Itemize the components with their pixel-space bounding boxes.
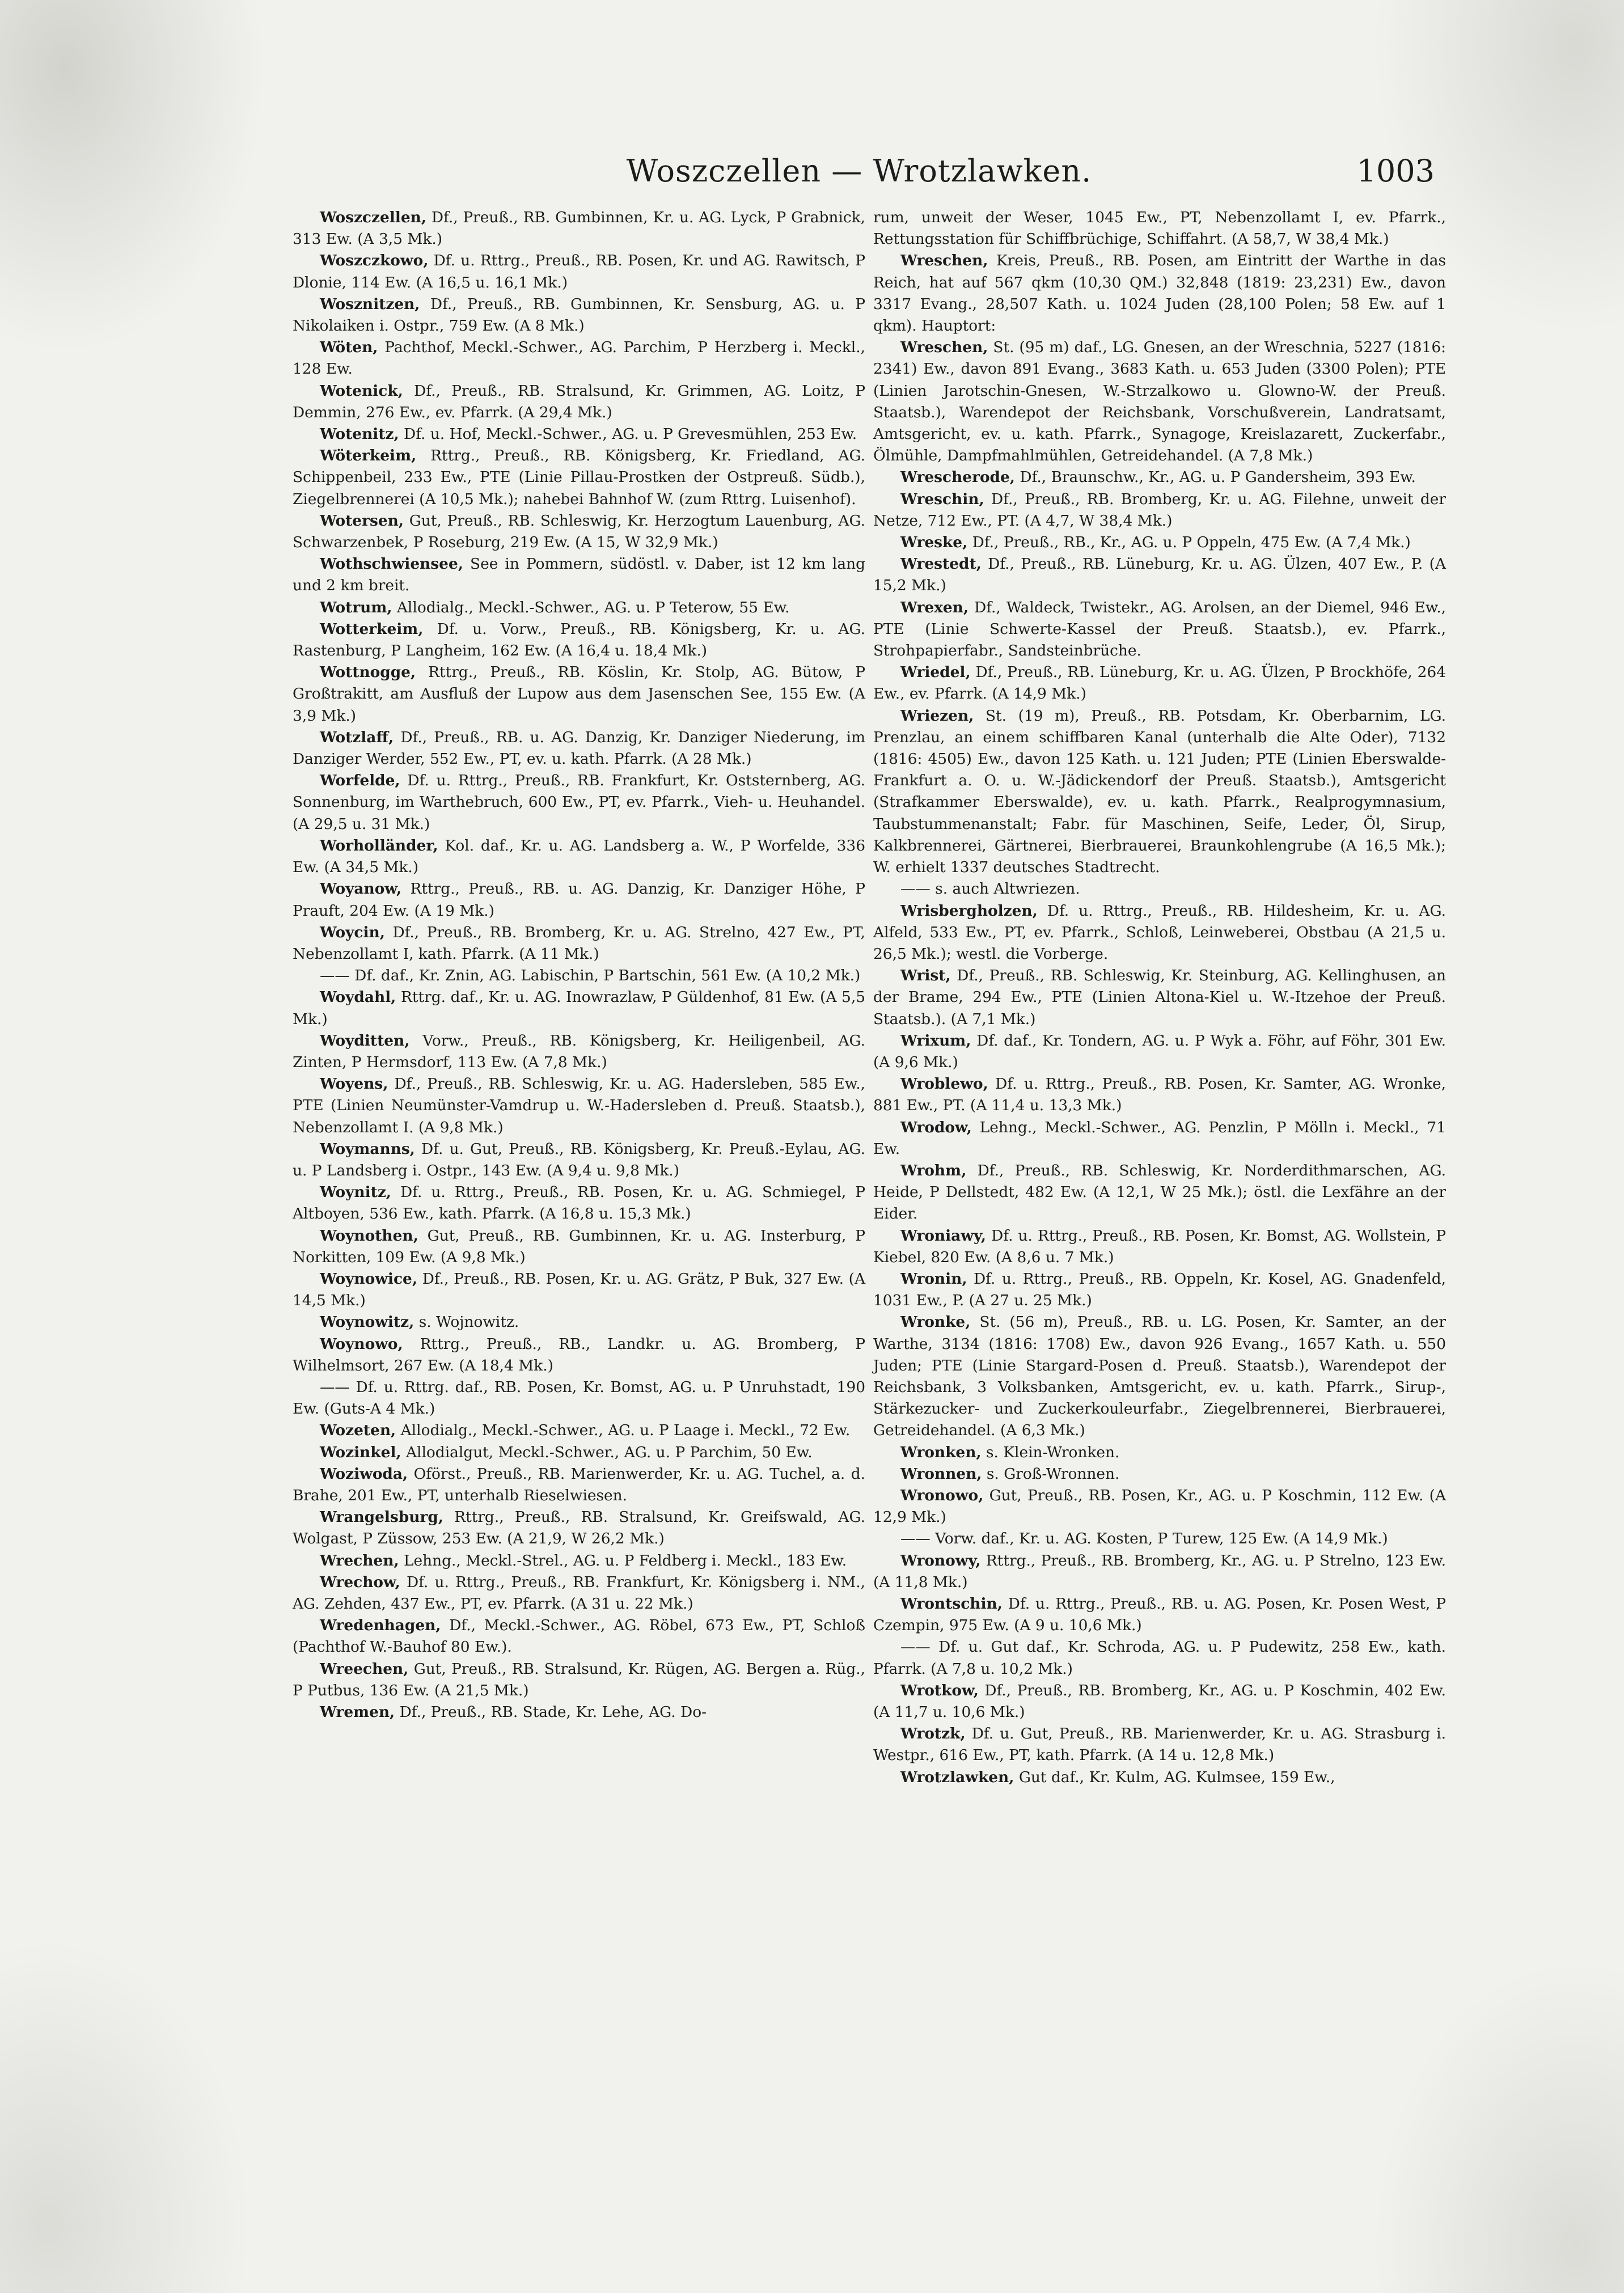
entry-text: Kol. daf., Kr. u. AG. Landsberg a. W., P Worfelde, 336 Ew. (A 34,5 Mk.) xyxy=(293,836,866,877)
dictionary-entry xyxy=(873,965,1446,1030)
dictionary-entry xyxy=(873,900,1446,966)
entry-headword: Wrechow, xyxy=(320,1573,400,1591)
entry-headword: Wrexen, xyxy=(900,598,969,616)
entry-headword: Wrisbergholzen, xyxy=(900,902,1038,920)
entry-text: s. Klein-Wronken. xyxy=(986,1443,1120,1461)
entry-headword: Woynothen, xyxy=(320,1226,418,1245)
entry-text: Df., Preuß., RB. Bromberg, Kr. u. AG. Strelno, 427 Ew., PT, Nebenzollamt I, kath. Pfarrk. (A 11 Mk.) xyxy=(293,923,865,963)
entry-headword: Wrescherode, xyxy=(900,468,1015,486)
entry-text: Df., Preuß., RB. Lüneburg, Kr. u. AG. Ülzen, 407 Ew., P. (A 15,2 Mk.) xyxy=(873,555,1446,595)
dictionary-entry xyxy=(293,1377,865,1420)
dictionary-entry xyxy=(293,1312,865,1333)
dictionary-entry xyxy=(293,1420,865,1441)
entry-text: Df., Preuß., RB. Schleswig, Kr. u. AG. Hadersleben, 585 Ew., PTE (Linien Neumünster-Vamdrup u. W.-Hadersleben d. Preuß. Staatsb.), Nebenzollamt I. (A 9,8 Mk.) xyxy=(293,1075,865,1136)
entry-headword: Wrist, xyxy=(900,967,951,985)
dictionary-entry xyxy=(293,510,865,553)
entry-headword: Wronowy, xyxy=(900,1551,981,1569)
entry-headword: Wronowo, xyxy=(900,1486,984,1504)
dictionary-entry xyxy=(293,835,865,878)
dictionary-entry xyxy=(293,1139,865,1182)
entry-text: rum, unweit der Weser, 1045 Ew., PT, Nebenzollamt I, ev. Pfarrk., Rettungsstation für Schiffbrüchige, Schiffahrt. (A 58,7, W 38,4 Mk.) xyxy=(873,209,1446,248)
dictionary-entry xyxy=(873,1528,1446,1550)
entry-headword: Wotenick, xyxy=(320,382,403,400)
entry-text: Df. u. Gut, Preuß., RB. Königsberg, Kr. Preuß.-Eylau, AG. u. P Landsberg i. Ostpr., 143 Ew. (A 9,4 u. 9,8 Mk.) xyxy=(293,1140,866,1179)
entry-headword: Wothschwiensee, xyxy=(320,555,463,573)
dictionary-entry xyxy=(293,424,865,445)
entry-text: St. (56 m), Preuß., RB. u. LG. Posen, Kr. Samter, an der Warthe, 3134 (1816: 1708) Ew., davon 926 Evang., 1657 Kath. u. 550 Juden; PTE (Linie Stargard-Posen d. Preuß. Staatsb.), Warendepot der Reichsbank, 3 Volksbanken, Amtsgericht, ev. u. kath. Pfarrk., Sirup-, Stärkezucker- und Zuckerkouleurfabr., Ziegelbrennerei, Bierbrauerei, Getreidehandel. (A 6,3 Mk.) xyxy=(873,1313,1447,1440)
entry-text: Df. u. Rttrg., Preuß., RB. Posen, Kr. u. AG. Schmiegel, P Altboyen, 536 Ew., kath. Pfarrk. (A 16,8 u. 15,3 Mk.) xyxy=(293,1183,866,1223)
entry-text: Df. u. Rttrg., Preuß., RB. Frankfurt, Kr. Oststernberg, AG. Sonnenburg, im Warthebruch, 600 Ew., PT, ev. Pfarrk., Vieh- u. Heuhandel. (A 29,5 u. 31 Mk.) xyxy=(293,772,865,833)
entry-text: See in Pommern, südöstl. v. Daber, ist 12 km lang und 2 km breit. xyxy=(293,555,865,595)
entry-headword: Woymanns, xyxy=(320,1140,415,1158)
entry-text: Kreis, Preuß., RB. Posen, am Eintritt der Warthe in das Reich, hat auf 567 qkm (10,30 QM.) 32,848 (1819: 23,231) Ew., davon 3317 Evang., 28,507 Kath. u. 1024 Juden (28,100 Polen; 58 Ew. auf 1 qkm). Hauptort: xyxy=(873,252,1446,335)
entry-headword: Wreske, xyxy=(900,534,968,552)
dictionary-entry xyxy=(873,1550,1446,1593)
entry-headword: Wrotzlawken, xyxy=(900,1768,1014,1786)
dictionary-entry xyxy=(873,207,1446,250)
entry-headword: Woziwoda, xyxy=(320,1465,408,1483)
entry-headword: Woszczkowo, xyxy=(320,252,429,270)
dictionary-entry xyxy=(293,1659,865,1702)
entry-headword: Wriezen, xyxy=(900,706,974,725)
entry-headword: Wotersen, xyxy=(320,511,404,530)
dictionary-entry xyxy=(873,705,1446,879)
dictionary-entry xyxy=(293,1073,865,1139)
entry-headword: Wremen, xyxy=(320,1703,395,1721)
dictionary-entry xyxy=(873,1485,1446,1528)
right-column xyxy=(873,207,1446,1788)
dictionary-entry xyxy=(293,1702,865,1723)
dictionary-entry xyxy=(293,1615,865,1658)
entry-headword: Wrontschin, xyxy=(900,1595,1003,1613)
entry-text: Df., Preuß., RB. Gumbinnen, Kr. u. AG. Lyck, P Grabnick, 313 Ew. (A 3,5 Mk.) xyxy=(293,209,865,248)
dictionary-entry xyxy=(293,380,865,424)
entry-headword: Woyens, xyxy=(320,1075,388,1093)
dictionary-entry xyxy=(293,250,865,293)
left-column xyxy=(293,207,865,1723)
dictionary-entry xyxy=(873,1463,1446,1485)
entry-headword: Wotterkeim, xyxy=(320,620,424,638)
entry-text: Rttrg. daf., Kr. u. AG. Inowrazlaw, P Güldenhof, 81 Ew. (A 5,5 Mk.) xyxy=(293,988,866,1028)
dictionary-entry xyxy=(873,1073,1446,1116)
entry-text: Gut, Preuß., RB. Posen, Kr., AG. u. P Koschmin, 112 Ew. (A 12,9 Mk.) xyxy=(873,1486,1447,1526)
dictionary-entry xyxy=(293,1463,865,1507)
entry-text: Df. u. Rttrg., Preuß., RB. Oppeln, Kr. Kosel, AG. Gnadenfeld, 1031 Ew., P. (A 27 u. 25 Mk.) xyxy=(873,1270,1446,1310)
dictionary-entry xyxy=(873,1680,1446,1723)
entry-headword: Woynowo, xyxy=(320,1335,403,1353)
entry-text: Oförst., Preuß., RB. Marienwerder, Kr. u. AG. Tuchel, a. d. Brahe, 201 Ew., PT, unterhalb Rieselwiesen. xyxy=(293,1465,865,1504)
entry-text: Gut daf., Kr. Kulm, AG. Kulmsee, 159 Ew., xyxy=(1018,1768,1335,1786)
dictionary-entry xyxy=(293,770,865,835)
dictionary-entry xyxy=(873,1225,1446,1268)
dictionary-entry xyxy=(293,1507,865,1550)
entry-text: St. (19 m), Preuß., RB. Potsdam, Kr. Oberbarnim, LG. Prenzlau, an einem schiffbaren Kanal (unterhalb die Alte Oder), 7132 (1816: 4505) Ew., davon 125 Kath. u. 121 Juden; PTE (Linien Eberswalde-Frankfurt a. O. u. W.-Jädickendorf der Preuß. Staatsb.), Amtsgericht (Strafkammer Eberswalde), ev. u. kath. Pfarrk., Realprogymnasium, Taubstummenanstalt; Fabr. für Maschinen, Seife, Leder, Öl, Sirup, Kalkbrennerei, Gärtnerei, Bierbrauerei, Braunkohlengrube (A 16,5 Mk.); W. erhielt 1337 deutsches Stadtrecht. xyxy=(873,706,1446,877)
entry-text: Vorw., Preuß., RB. Königsberg, Kr. Heiligenbeil, AG. Zinten, P Hermsdorf, 113 Ew. (A 7,8 Mk.) xyxy=(293,1031,865,1071)
entry-text: Df., Preuß., RB. Stade, Kr. Lehe, AG. Do- xyxy=(399,1703,707,1721)
entry-text: Df. u. Vorw., Preuß., RB. Königsberg, Kr. u. AG. Rastenburg, P Langheim, 162 Ew. (A 16,4 u. 18,4 Mk.) xyxy=(293,620,866,660)
entry-headword: Woynowitz, xyxy=(320,1313,415,1331)
dictionary-entry xyxy=(873,337,1446,467)
dictionary-entry xyxy=(873,1312,1446,1441)
entry-headword: Wozeten, xyxy=(320,1422,396,1440)
entry-headword: Woydahl, xyxy=(320,988,396,1006)
entry-text: Df., Preuß., RB. Lüneburg, Kr. u. AG. Ülzen, P Brockhöfe, 264 Ew., ev. Pfarrk. (A 14,9 Mk.) xyxy=(873,663,1446,703)
dictionary-entry xyxy=(293,922,865,965)
dictionary-entry xyxy=(293,1550,865,1572)
entry-headword: Wredenhagen, xyxy=(320,1617,441,1635)
dictionary-entry xyxy=(293,294,865,337)
entry-text: Gut, Preuß., RB. Schleswig, Kr. Herzogtum Lauenburg, AG. Schwarzenbek, P Roseburg, 219 Ew. (A 15, W 32,9 Mk.) xyxy=(293,511,865,552)
entry-headword: Wroniawy, xyxy=(900,1226,986,1245)
entry-headword: Wrotkow, xyxy=(900,1681,979,1699)
entry-text: Df. u. Gut, Preuß., RB. Marienwerder, Kr. u. AG. Strasburg i. Westpr., 616 Ew., PT, kath. Pfarrk. (A 14 u. 12,8 Mk.) xyxy=(873,1725,1447,1765)
entry-headword: Worfelde, xyxy=(320,772,400,790)
entry-text: Allodialg., Meckl.-Schwer., AG. u. P Laage i. Meckl., 72 Ew. xyxy=(400,1422,851,1440)
entry-text: Rttrg., Preuß., RB., Landkr. u. AG. Bromberg, P Wilhelmsort, 267 Ew. (A 18,4 Mk.) xyxy=(293,1335,865,1374)
dictionary-entry xyxy=(293,987,865,1030)
entry-text: —— s. auch Altwriezen. xyxy=(900,880,1080,898)
dictionary-entry xyxy=(873,1117,1446,1160)
entry-headword: Wrestedt, xyxy=(900,555,982,573)
entry-text: Gut, Preuß., RB. Gumbinnen, Kr. u. AG. Insterburg, P Norkitten, 109 Ew. (A 9,8 Mk.) xyxy=(293,1226,865,1266)
entry-text: Rttrg., Preuß., RB. Königsberg, Kr. Friedland, AG. Schippenbeil, 233 Ew., PTE (Linie Pillau-Prostken der Ostpreuß. Südb.), Ziegelbrennerei (A 10,5 Mk.); nahebei Bahnhof W. (zum Rttrg. Luisenhof). xyxy=(293,447,866,508)
entry-headword: Woszczellen, xyxy=(320,209,426,226)
entry-headword: Wotrum, xyxy=(320,598,392,616)
entry-text: Gut, Preuß., RB. Stralsund, Kr. Rügen, AG. Bergen a. Rüg., P Putbus, 136 Ew. (A 21,5 Mk.) xyxy=(293,1660,865,1699)
page-number: 1003 xyxy=(1356,153,1435,189)
entry-text: Df., Preuß., RB. Gumbinnen, Kr. Sensburg, AG. u. P Nikolaiken i. Ostpr., 759 Ew. (A 8 Mk.) xyxy=(293,295,866,335)
entry-headword: Wronnen, xyxy=(900,1465,982,1483)
entry-text: Df., Preuß., RB. Stralsund, Kr. Grimmen, AG. Loitz, P Demmin, 276 Ew., ev. Pfarrk. (A 29,4 Mk.) xyxy=(293,382,865,421)
entry-text: Df., Preuß., RB. u. AG. Danzig, Kr. Danziger Niederung, im Danziger Werder, 552 Ew., PT, ev. u. kath. Pfarrk. (A 28 Mk.) xyxy=(293,728,865,768)
dictionary-entry xyxy=(293,1182,865,1225)
dictionary-entry xyxy=(873,662,1446,705)
dictionary-entry xyxy=(873,597,1446,662)
entry-headword: Wöten, xyxy=(320,339,378,357)
dictionary-entry xyxy=(293,662,865,727)
entry-headword: Wreechen, xyxy=(320,1660,409,1678)
dictionary-entry xyxy=(873,250,1446,337)
entry-text: Lehng., Meckl.-Strel., AG. u. P Feldberg i. Meckl., 183 Ew. xyxy=(403,1551,847,1569)
entry-text: Df. u. Rttrg., Preuß., RB. Hildesheim, Kr. u. AG. Alfeld, 533 Ew., PT, ev. Pfarrk., Schloß, Leinweberei, Obstbau (A 21,5 u. 26,5 Mk.); westl. die Vorberge. xyxy=(873,902,1446,963)
dictionary-entry xyxy=(873,1636,1446,1679)
entry-headword: Wrotzk, xyxy=(900,1725,966,1743)
dictionary-entry xyxy=(873,1030,1446,1073)
entry-text: Df., Preuß., RB. Schleswig, Kr. Steinburg, AG. Kellinghusen, an der Brame, 294 Ew., PTE (Linien Altona-Kiel u. W.-Itzehoe der Preuß. Staatsb.). (A 7,1 Mk.) xyxy=(873,967,1446,1028)
entry-text: Lehng., Meckl.-Schwer., AG. Penzlin, P Mölln i. Meckl., 71 Ew. xyxy=(873,1118,1446,1158)
entry-text: Allodialg., Meckl.-Schwer., AG. u. P Teterow, 55 Ew. xyxy=(396,598,790,616)
entry-headword: Woynowice, xyxy=(320,1270,418,1288)
dictionary-entry xyxy=(293,1030,865,1073)
entry-text: —— Df. daf., Kr. Znin, AG. Labischin, P Bartschin, 561 Ew. (A 10,2 Mk.) xyxy=(320,967,861,985)
entry-text: —— Vorw. daf., Kr. u. AG. Kosten, P Turew, 125 Ew. (A 14,9 Mk.) xyxy=(900,1530,1388,1548)
dictionary-entry xyxy=(293,597,865,619)
entry-text: Rttrg., Preuß., RB. Köslin, Kr. Stolp, AG. Bütow, P Großtrakitt, am Ausfluß der Lupow aus dem Jasenschen See, 155 Ew. (A 3,9 Mk.) xyxy=(293,663,865,725)
entry-text: Allodialgut, Meckl.-Schwer., AG. u. P Parchim, 50 Ew. xyxy=(405,1443,813,1461)
dictionary-entry xyxy=(293,337,865,380)
entry-headword: Wozinkel, xyxy=(320,1443,401,1461)
entry-text: Df., Preuß., RB. Posen, Kr. u. AG. Grätz, P Buk, 327 Ew. (A 14,5 Mk.) xyxy=(293,1270,866,1310)
entry-headword: Wreschen, xyxy=(900,252,988,270)
entry-headword: Wottnogge, xyxy=(320,663,416,682)
dictionary-entry xyxy=(293,1334,865,1377)
entry-text: Df. u. Rttrg., Preuß., RB. Posen, Kr. und AG. Rawitsch, P Dlonie, 114 Ew. (A 16,5 u. 16,1 Mk.) xyxy=(293,252,865,291)
entry-headword: Wronken, xyxy=(900,1443,982,1461)
dictionary-entry xyxy=(873,878,1446,900)
entry-text: Rttrg., Preuß., RB. Stralsund, Kr. Greifswald, AG. Wolgast, P Züssow, 253 Ew. (A 21,9, W 26,2 Mk.) xyxy=(293,1508,866,1548)
dictionary-entry xyxy=(293,727,865,770)
entry-headword: Woycin, xyxy=(320,923,385,941)
entry-text: Df. daf., Kr. Tondern, AG. u. P Wyk a. Föhr, auf Föhr, 301 Ew. (A 9,6 Mk.) xyxy=(873,1031,1446,1071)
entry-headword: Wosznitzen, xyxy=(320,295,420,313)
dictionary-entry xyxy=(873,1767,1446,1788)
entry-text: Df., Preuß., RB. Schleswig, Kr. Norderdithmarschen, AG. Heide, P Dellstedt, 482 Ew. (A 12,1, W 25 Mk.); östl. die Lexfähre an der Eider. xyxy=(873,1161,1446,1223)
entry-text: s. Groß-Wronnen. xyxy=(986,1465,1120,1483)
dictionary-entry xyxy=(873,1593,1446,1636)
entry-headword: Woyanow, xyxy=(320,880,402,898)
entry-headword: Wotenitz, xyxy=(320,425,399,443)
dictionary-entry xyxy=(293,1442,865,1463)
entry-headword: Wrechen, xyxy=(320,1551,399,1569)
entry-headword: Woynitz, xyxy=(320,1183,391,1202)
entry-text: s. Wojnowitz. xyxy=(418,1313,519,1331)
dictionary-entry xyxy=(293,445,865,510)
entry-headword: Wrangelsburg, xyxy=(320,1508,443,1526)
entry-text: St. (95 m) daf., LG. Gnesen, an der Wreschnia, 5227 (1816: 2341) Ew., davon 891 Evang., 3683 Kath. u. 653 Juden (3300 Polen); PTE (Linien Jarotschin-Gnesen, W.-Strzalkowo u. Glowno-W. der Preuß. Staatsb.), Warendepot der Reichsbank, Vorschußverein, Landratsamt, Amtsgericht, ev. u. kath. Pfarrk., Synagoge, Kreislazarett, Zuckerfabr., Ölmühle, Dampfmahlmühlen, Getreidehandel. (A 7,8 Mk.) xyxy=(873,339,1446,465)
page-header xyxy=(284,149,1435,194)
entry-text: Df. u. Rttrg., Preuß., RB. Posen, Kr. Samter, AG. Wronke, 881 Ew., PT. (A 11,4 u. 13,3 Mk.) xyxy=(873,1075,1447,1115)
entry-text: Rttrg., Preuß., RB. Bromberg, Kr., AG. u. P Strelno, 123 Ew. (A 11,8 Mk.) xyxy=(873,1551,1447,1591)
entry-text: —— Df. u. Gut daf., Kr. Schroda, AG. u. P Pudewitz, 258 Ew., kath. Pfarrk. (A 7,8 u. 10,2 Mk.) xyxy=(873,1638,1446,1678)
entry-headword: Wrodow, xyxy=(900,1118,972,1136)
entry-text: Pachthof, Meckl.-Schwer., AG. Parchim, P Herzberg i. Meckl., 128 Ew. xyxy=(293,339,865,378)
entry-text: Df. u. Hof, Meckl.-Schwer., AG. u. P Grevesmühlen, 253 Ew. xyxy=(404,425,857,443)
dictionary-entry xyxy=(293,878,865,921)
dictionary-entry xyxy=(873,489,1446,532)
entry-headword: Woyditten, xyxy=(320,1031,410,1050)
entry-headword: Wronke, xyxy=(900,1313,971,1331)
entry-text: Df. u. Rttrg., Preuß., RB. Frankfurt, Kr. Königsberg i. NM., AG. Zehden, 437 Ew., PT, ev. Pfarrk. (A 31 u. 22 Mk.) xyxy=(293,1573,865,1613)
entry-headword: Wreschin, xyxy=(900,490,984,508)
dictionary-entry xyxy=(293,553,865,596)
dictionary-entry xyxy=(873,1160,1446,1225)
entry-text: Df., Meckl.-Schwer., AG. Röbel, 673 Ew., PT, Schloß (Pachthof W.-Bauhof 80 Ew.). xyxy=(293,1617,865,1656)
dictionary-entry xyxy=(293,1572,865,1615)
dictionary-entry xyxy=(873,553,1446,596)
dictionary-entry xyxy=(873,467,1446,488)
dictionary-entry xyxy=(873,532,1446,553)
entry-headword: Wreschen, xyxy=(900,339,988,357)
running-head: Woszczellen — Wrotzlawken. xyxy=(626,153,1092,189)
entry-text: —— Df. u. Rttrg. daf., RB. Posen, Kr. Bomst, AG. u. P Unruhstadt, 190 Ew. (Guts-A 4 Mk.) xyxy=(293,1378,865,1418)
entry-headword: Wriedel, xyxy=(900,663,971,682)
entry-headword: Wrixum, xyxy=(900,1031,971,1050)
dictionary-entry xyxy=(873,1268,1446,1312)
dictionary-entry xyxy=(873,1723,1446,1766)
entry-headword: Wöterkeim, xyxy=(320,447,417,465)
entry-headword: Wroblewo, xyxy=(900,1075,988,1093)
entry-text: Rttrg., Preuß., RB. u. AG. Danzig, Kr. Danziger Höhe, P Prauft, 204 Ew. (A 19 Mk.) xyxy=(293,880,865,920)
dictionary-entry xyxy=(293,1268,865,1312)
entry-text: Df., Braunschw., Kr., AG. u. P Gandersheim, 393 Ew. xyxy=(1020,468,1416,486)
dictionary-entry xyxy=(293,619,865,662)
entry-headword: Wotzlaff, xyxy=(320,728,394,746)
dictionary-entry xyxy=(293,965,865,987)
entry-text: Df., Preuß., RB., Kr., AG. u. P Oppeln, 475 Ew. (A 7,4 Mk.) xyxy=(972,534,1411,552)
entry-text: Df. u. Rttrg., Preuß., RB. u. AG. Posen, Kr. Posen West, P Czempin, 975 Ew. (A 9 u. 10,6 Mk.) xyxy=(873,1595,1447,1635)
entry-text: Df. u. Rttrg., Preuß., RB. Posen, Kr. Bomst, AG. Wollstein, P Kiebel, 820 Ew. (A 8,6 u. 7 Mk.) xyxy=(873,1226,1446,1266)
entry-headword: Wronin, xyxy=(900,1270,967,1288)
entry-text: Df., Preuß., RB. Bromberg, Kr., AG. u. P Koschmin, 402 Ew. (A 11,7 u. 10,6 Mk.) xyxy=(873,1681,1447,1721)
entry-text: Df., Preuß., RB. Bromberg, Kr. u. AG. Filehne, unweit der Netze, 712 Ew., PT. (A 4,7, W 38,4 Mk.) xyxy=(873,490,1446,530)
entry-text: Df., Waldeck, Twistekr., AG. Arolsen, an der Diemel, 946 Ew., PTE (Linie Schwerte-Kassel der Preuß. Staatsb.), ev. Pfarrk., Strohpapierfabr., Sandsteinbrüche. xyxy=(873,598,1447,660)
dictionary-entry xyxy=(293,1225,865,1268)
dictionary-entry xyxy=(873,1442,1446,1463)
entry-headword: Worholländer, xyxy=(320,836,438,854)
entry-headword: Wrohm, xyxy=(900,1161,967,1179)
dictionary-entry xyxy=(293,207,865,250)
